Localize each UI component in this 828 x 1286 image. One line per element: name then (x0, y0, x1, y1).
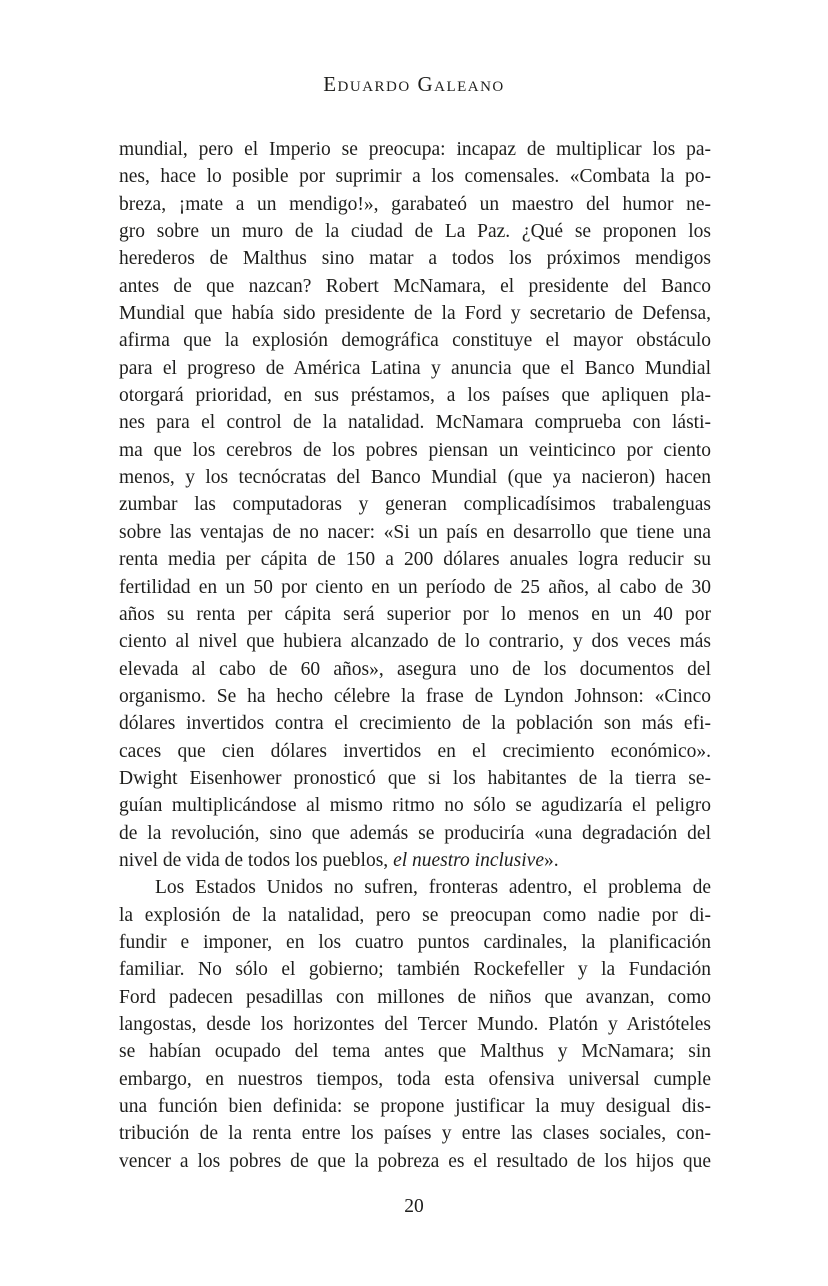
text-line (119, 738, 711, 765)
text-segment: Ford padecen pesadillas con millones de niños que avanzan, como (119, 986, 711, 1008)
text-segment: la explosión de la natalidad, pero se preocupan como nadie por di- (119, 904, 711, 926)
text-line (119, 546, 711, 573)
text-line (119, 491, 711, 518)
text-line (119, 874, 711, 901)
text-line (119, 792, 711, 819)
text-segment: herederos de Malthus sino matar a todos los próximos mendigos (119, 248, 711, 270)
text-line (119, 656, 711, 683)
text-segment: se habían ocupado del tema antes que Malthus y McNamara; sin (119, 1041, 711, 1063)
text-segment: fertilidad en un 50 por ciento en un período de 25 años, al cabo de 30 (119, 576, 711, 598)
body-text (119, 136, 711, 1175)
text-segment: años su renta per cápita será superior por lo menos en un 40 por (119, 603, 711, 625)
italic-text-segment: el nuestro inclusive (393, 849, 544, 871)
text-segment: de la revolución, sino que además se produciría «una degradación del (119, 822, 711, 844)
text-segment: Los Estados Unidos no sufren, fronteras adentro, el problema de (155, 877, 711, 899)
text-segment: afirma que la explosión demográfica constituye el mayor obstáculo (119, 330, 711, 352)
text-line (119, 628, 711, 655)
text-segment: ». (543, 849, 559, 871)
text-line (119, 382, 711, 409)
text-line (119, 1148, 711, 1175)
text-line (119, 1011, 711, 1038)
text-line (119, 355, 711, 382)
text-segment: familiar. No sólo el gobierno; también Rockefeller y la Fundación (119, 959, 711, 981)
text-segment: langostas, desde los horizontes del Tercer Mundo. Platón y Aristóteles (119, 1014, 711, 1035)
text-line (119, 984, 711, 1011)
text-line (119, 437, 711, 464)
text-segment: una función bien definida: se propone justificar la muy desigual dis- (119, 1096, 711, 1118)
text-line (119, 956, 711, 983)
text-line (119, 765, 711, 792)
text-line (119, 1066, 711, 1093)
text-segment: embargo, en nuestros tiempos, toda esta ofensiva universal cumple (119, 1068, 711, 1090)
text-line (119, 464, 711, 491)
text-line (119, 1093, 711, 1120)
text-segment: caces que cien dólares invertidos en el crecimiento económico». (119, 740, 711, 762)
text-segment: antes de que nazcan? Robert McNamara, el presidente del Banco (119, 275, 711, 297)
text-segment: ma que los cerebros de los pobres piensan un veinticinco por ciento (119, 439, 711, 461)
text-segment: Mundial que había sido presidente de la Ford y secretario de Defensa, (119, 303, 711, 325)
text-segment: mundial, pero el Imperio se preocupa: incapaz de multiplicar los pa- (119, 139, 711, 160)
text-line (119, 245, 711, 272)
text-line (119, 929, 711, 956)
text-segment: sobre las ventajas de no nacer: «Si un país en desarrollo que tiene una (119, 521, 711, 543)
text-segment: Dwight Eisenhower pronosticó que si los habitantes de la tierra se- (119, 767, 711, 789)
text-line (119, 902, 711, 929)
text-segment: menos, y los tecnócratas del Banco Mundial (que ya nacieron) hacen (119, 467, 711, 489)
text-line (119, 300, 711, 327)
text-line (119, 409, 711, 436)
text-line (119, 847, 711, 874)
text-line (119, 710, 711, 737)
text-line (119, 1038, 711, 1065)
text-line (119, 136, 711, 163)
text-segment: dólares invertidos contra el crecimiento de la población son más efi- (119, 713, 711, 735)
text-line (119, 683, 711, 710)
text-segment: fundir e imponer, en los cuatro puntos cardinales, la planificación (119, 931, 711, 953)
text-line (119, 574, 711, 601)
text-segment: organismo. Se ha hecho célebre la frase de Lyndon Johnson: «Cinco (119, 685, 711, 707)
text-line (119, 601, 711, 628)
text-line (119, 191, 711, 218)
text-segment: gro sobre un muro de la ciudad de La Paz. ¿Qué se proponen los (119, 221, 711, 243)
text-segment: vencer a los pobres de que la pobreza es el resultado de los hijos que (119, 1150, 711, 1172)
text-segment: tribución de la renta entre los países y entre las clases sociales, con- (119, 1123, 711, 1145)
text-line (119, 1120, 711, 1147)
text-line (119, 327, 711, 354)
text-segment: renta media per cápita de 150 a 200 dólares anuales logra reducir su (119, 549, 711, 571)
paragraph (119, 136, 711, 874)
text-segment: elevada al cabo de 60 años», asegura uno de los documentos del (119, 658, 711, 680)
text-segment: guían multiplicándose al mismo ritmo no sólo se agudizaría el peligro (119, 795, 711, 817)
text-line (119, 273, 711, 300)
text-line (119, 218, 711, 245)
text-segment: para el progreso de América Latina y anuncia que el Banco Mundial (119, 357, 711, 379)
text-segment: zumbar las computadoras y generan complicadísimos trabalenguas (119, 494, 711, 516)
text-line (119, 820, 711, 847)
running-header: Eduardo Galeano (323, 72, 505, 96)
text-segment: nivel de vida de todos los pueblos, (119, 849, 394, 871)
text-segment: otorgará prioridad, en sus préstamos, a los países que apliquen pla- (119, 385, 711, 407)
text-segment: breza, ¡mate a un mendigo!», garabateó un maestro del humor ne- (119, 193, 711, 215)
text-segment: ciento al nivel que hubiera alcanzado de lo contrario, y dos veces más (119, 631, 711, 653)
page-number: 20 (404, 1196, 424, 1217)
text-line (119, 519, 711, 546)
text-line (119, 163, 711, 190)
text-segment: nes para el control de la natalidad. McNamara comprueba con lásti- (119, 412, 711, 434)
paragraph (119, 874, 711, 1175)
text-segment: nes, hace lo posible por suprimir a los comensales. «Combata la po- (119, 166, 711, 188)
